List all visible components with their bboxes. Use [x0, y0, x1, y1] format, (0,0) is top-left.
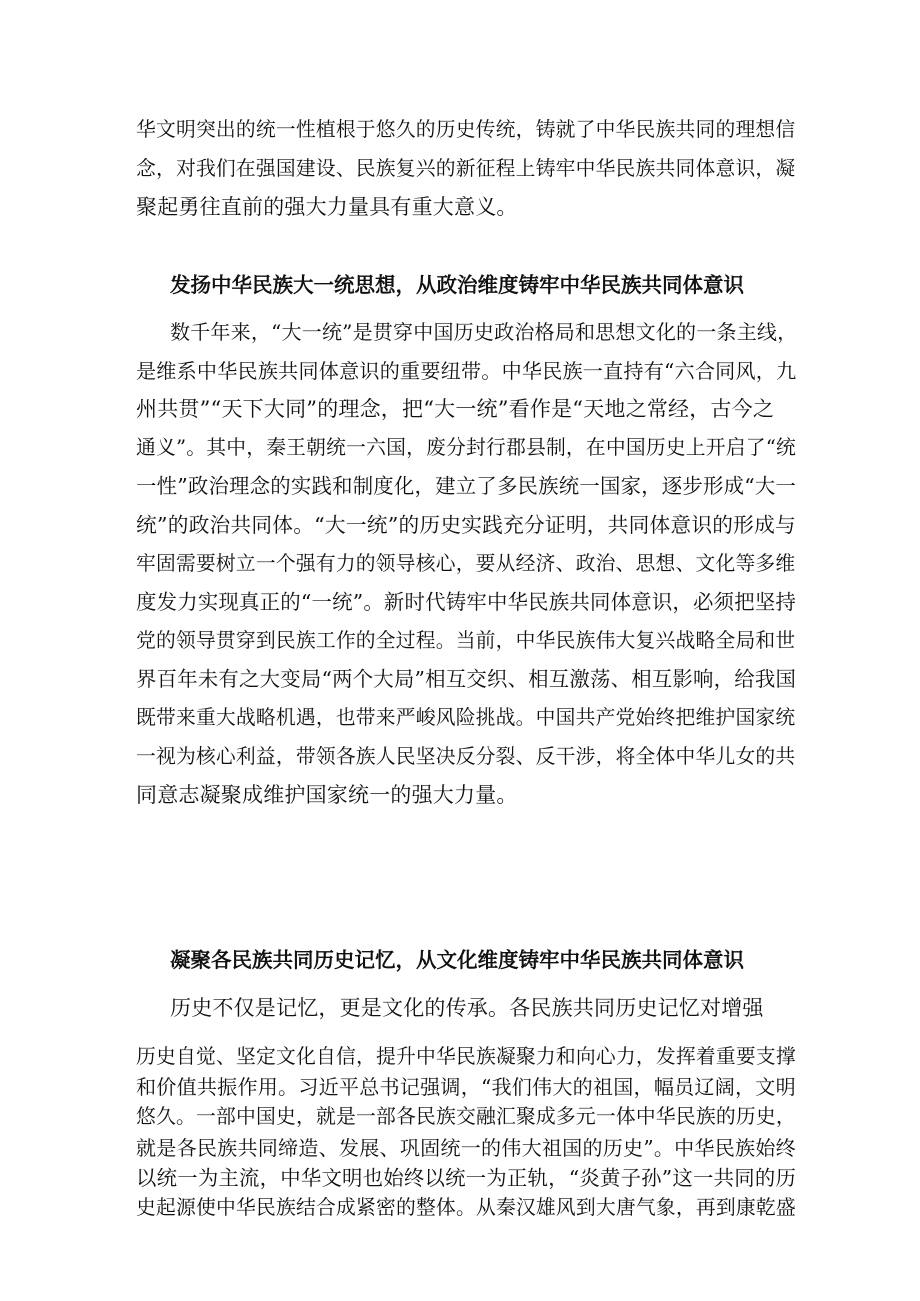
- text-line: 华文明突出的统一性植根于悠久的历史传统，铸就了中华民族共同的理想信: [136, 118, 796, 141]
- section2-paragraph: [136, 1042, 796, 1223]
- section1-paragraph: [136, 313, 796, 815]
- text-line: 一视为核心利益，带领各族人民坚决反分裂、反干涉，将全体中华儿女的共: [136, 744, 796, 768]
- section1-heading: 发扬中华民族大一统思想，从政治维度铸牢中华民族共同体意识: [170, 273, 744, 297]
- text-line: 统”的政治共同体。“大一统”的历史实践充分证明，共同体意识的形成与: [136, 512, 796, 537]
- text-line: 史起源使中华民族结合成紧密的整体。从秦汉雄风到大唐气象，再到康乾盛: [136, 1196, 796, 1220]
- text-line: 一性”政治理念的实践和制度化，建立了多民族统一国家，逐步形成“大一: [136, 474, 797, 499]
- text-line: 悠久。一部中国史，就是一部各民族交融汇聚成多元一体中华民族的历史，: [136, 1105, 796, 1129]
- text-line: 同意志凝聚成维护国家统一的强大力量。: [136, 783, 518, 808]
- text-line: 历史不仅是记忆，更是文化的传承。各民族共同历史记忆对增强: [170, 996, 764, 1020]
- section2-heading: 凝聚各民族共同历史记忆，从文化维度铸牢中华民族共同体意识: [170, 948, 744, 972]
- text-line: 牢固需要树立一个强有力的领导核心，要从经济、政治、思想、文化等多维: [136, 551, 796, 575]
- text-line: 既带来重大战略机遇，也带来严峻风险挑战。中国共产党始终把维护国家统: [136, 705, 796, 729]
- text-line: 通义”。其中，秦王朝统一六国，废分封行郡县制，在中国历史上开启了“统: [136, 435, 797, 459]
- text-line: 历史自觉、坚定文化自信，提升中华民族凝聚力和向心力，发挥着重要支撑: [136, 1045, 796, 1068]
- text-line: 州共贯”“天下大同”的理念，把“大一统”看作是“天地之常经，古今之: [136, 397, 775, 422]
- text-line: 度发力实现真正的“一统”。新时代铸牢中华民族共同体意识，必须把坚持: [136, 590, 797, 615]
- text-line: 就是各民族共同缔造、发展、巩固统一的伟大祖国的历史”。中华民族始终: [136, 1135, 796, 1160]
- text-line: 聚起勇往直前的强大力量具有重大意义。: [136, 195, 518, 220]
- text-line: 念，对我们在强国建设、民族复兴的新征程上铸牢中华民族共同体意识，凝: [136, 156, 796, 180]
- text-line: 党的领导贯穿到民族工作的全过程。当前，中华民族伟大复兴战略全局和世: [136, 628, 796, 652]
- section2-lead: [136, 989, 796, 1028]
- intro-paragraph: [136, 111, 796, 227]
- text-line: 数千年来，“大一统”是贯穿中国历史政治格局和思想文化的一条主线，: [170, 320, 798, 344]
- text-line: 界百年未有之大变局“两个大局”相互交织、相互激荡、相互影响，给我国: [136, 667, 797, 692]
- text-line: 是维系中华民族共同体意识的重要纽带。中华民族一直持有“六合同风，九: [136, 358, 797, 383]
- text-line: 和价值共振作用。习近平总书记强调，“我们伟大的祖国，幅员辽阔，文明: [136, 1075, 796, 1100]
- text-line: 以统一为主流，中华文明也始终以统一为正轨，“炎黄子孙”这一共同的历: [136, 1165, 797, 1190]
